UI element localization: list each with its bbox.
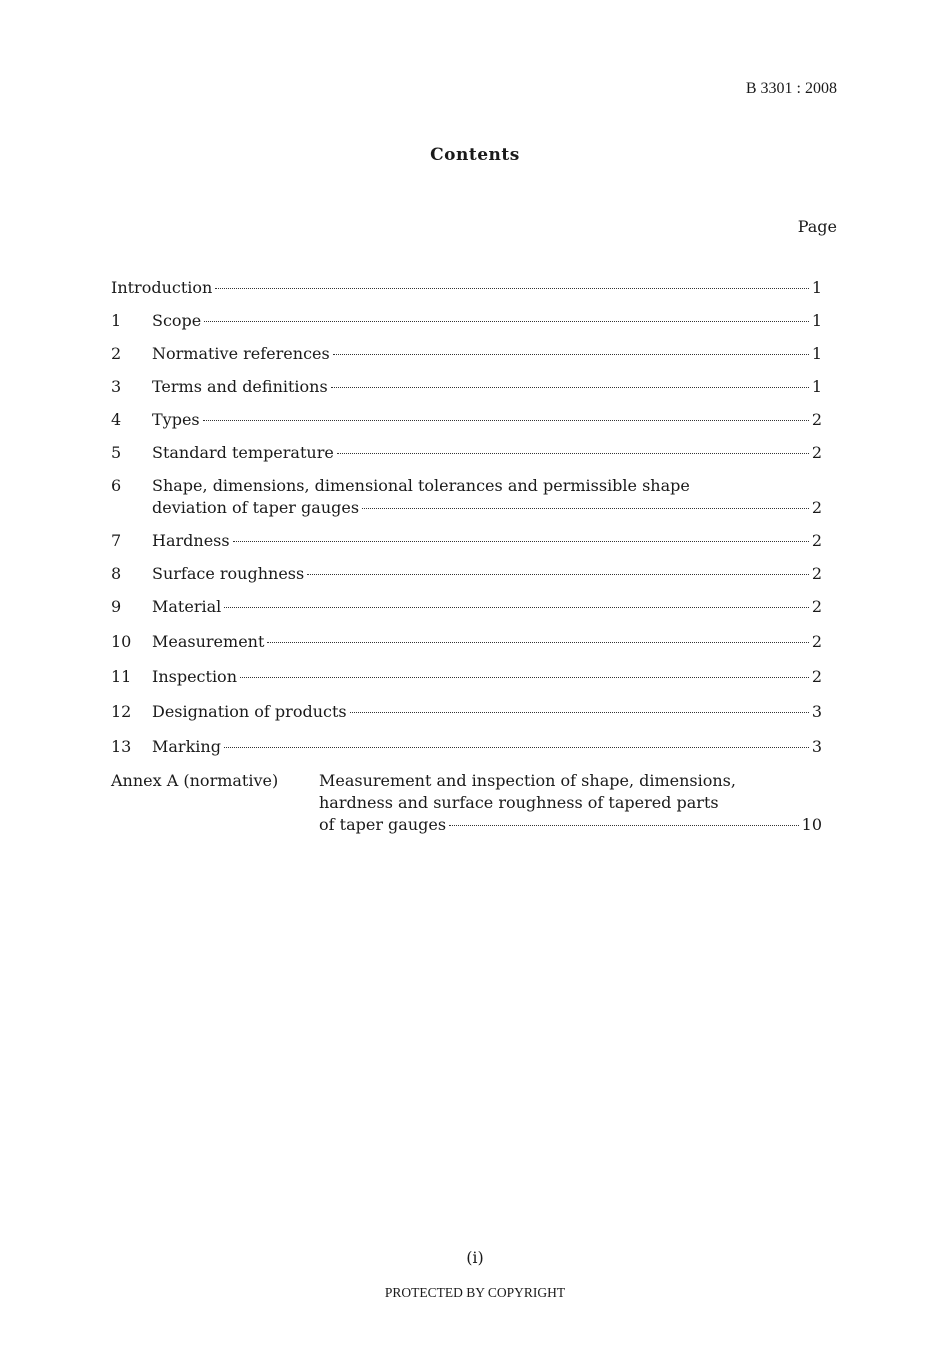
dot-leader xyxy=(215,288,808,289)
section-number: 9 xyxy=(111,597,122,616)
entry-page-number: 2 xyxy=(811,597,822,616)
entry-title: Introduction xyxy=(111,278,213,297)
toc-entry[interactable] xyxy=(111,530,822,552)
entry-title: Surface roughness xyxy=(152,564,305,583)
dot-leader xyxy=(331,387,809,388)
toc-entry[interactable] xyxy=(111,596,822,618)
toc-entry[interactable] xyxy=(111,277,822,299)
toc-entry[interactable] xyxy=(111,701,822,723)
entry-title: Scope xyxy=(152,311,202,330)
section-number: 12 xyxy=(111,702,132,721)
section-number: 3 xyxy=(111,377,122,396)
section-number: 1 xyxy=(111,311,122,330)
entry-page-number: 1 xyxy=(811,311,822,330)
entry-page-number: 2 xyxy=(811,632,822,651)
annex-label: Annex A (normative) xyxy=(111,771,279,790)
section-number: 7 xyxy=(111,531,122,550)
dot-leader xyxy=(233,541,809,542)
entry-title-line: hardness and surface roughness of tapered parts xyxy=(319,793,719,812)
entry-page-number: 1 xyxy=(811,344,822,363)
toc-entry[interactable] xyxy=(111,409,822,431)
entry-title: Material xyxy=(152,597,222,616)
entry-title-line: Shape, dimensions, dimensional tolerances and permissible shape xyxy=(152,476,690,495)
section-number: 4 xyxy=(111,410,122,429)
entry-page-number: 2 xyxy=(811,531,822,550)
table-of-contents xyxy=(111,266,822,836)
toc-entry[interactable] xyxy=(111,631,822,653)
document-id: B 3301 : 2008 xyxy=(745,80,837,97)
entry-title: Measurement xyxy=(152,632,265,651)
dot-leader xyxy=(307,574,809,575)
toc-entry[interactable] xyxy=(111,770,822,836)
entry-page-number: 2 xyxy=(811,443,822,462)
entry-title: Marking xyxy=(152,737,221,756)
dot-leader xyxy=(350,712,809,713)
entry-page-number: 2 xyxy=(811,564,822,583)
toc-entry[interactable] xyxy=(111,343,822,365)
toc-entry[interactable] xyxy=(111,563,822,585)
section-number: 10 xyxy=(111,632,132,651)
entry-title: of taper gauges xyxy=(319,815,447,834)
toc-entry[interactable] xyxy=(111,442,822,464)
section-number: 2 xyxy=(111,344,122,363)
entry-page-number: 2 xyxy=(811,667,822,686)
entry-title: Hardness xyxy=(152,531,230,550)
entry-title: Normative references xyxy=(152,344,330,363)
entry-title: Types xyxy=(152,410,200,429)
toc-entry[interactable] xyxy=(111,666,822,688)
section-number: 11 xyxy=(111,667,132,686)
entry-title: Inspection xyxy=(152,667,237,686)
entry-page-number: 3 xyxy=(811,702,822,721)
dot-leader xyxy=(224,607,809,608)
entry-title: Designation of products xyxy=(152,702,347,721)
dot-leader xyxy=(362,508,809,509)
entry-page-number: 2 xyxy=(811,410,822,429)
dot-leader xyxy=(449,825,799,826)
entry-title: Standard temperature xyxy=(152,443,334,462)
page-column-label: Page xyxy=(797,217,837,236)
toc-entry[interactable] xyxy=(111,376,822,398)
entry-title-line: Measurement and inspection of shape, dimensions, xyxy=(319,771,736,790)
entry-title: deviation of taper gauges xyxy=(152,498,360,517)
section-number: 5 xyxy=(111,443,122,462)
dot-leader xyxy=(337,453,809,454)
page-title: Contents xyxy=(430,145,520,165)
toc-entry[interactable] xyxy=(111,310,822,332)
toc-entry[interactable] xyxy=(111,736,822,758)
entry-page-number: 2 xyxy=(811,498,822,517)
section-number: 8 xyxy=(111,564,122,583)
dot-leader xyxy=(203,420,809,421)
dot-leader xyxy=(333,354,809,355)
entry-page-number: 1 xyxy=(811,278,822,297)
page-number: (i) xyxy=(466,1248,484,1267)
section-number: 6 xyxy=(111,476,122,495)
entry-page-number: 3 xyxy=(811,737,822,756)
toc-entry[interactable] xyxy=(111,475,822,519)
copyright-notice: PROTECTED BY COPYRIGHT xyxy=(384,1285,566,1300)
entry-page-number: 10 xyxy=(801,815,822,834)
dot-leader xyxy=(240,677,809,678)
dot-leader xyxy=(267,642,808,643)
dot-leader xyxy=(224,747,809,748)
entry-title: Terms and definitions xyxy=(152,377,328,396)
dot-leader xyxy=(204,321,809,322)
section-number: 13 xyxy=(111,737,132,756)
entry-page-number: 1 xyxy=(811,377,822,396)
